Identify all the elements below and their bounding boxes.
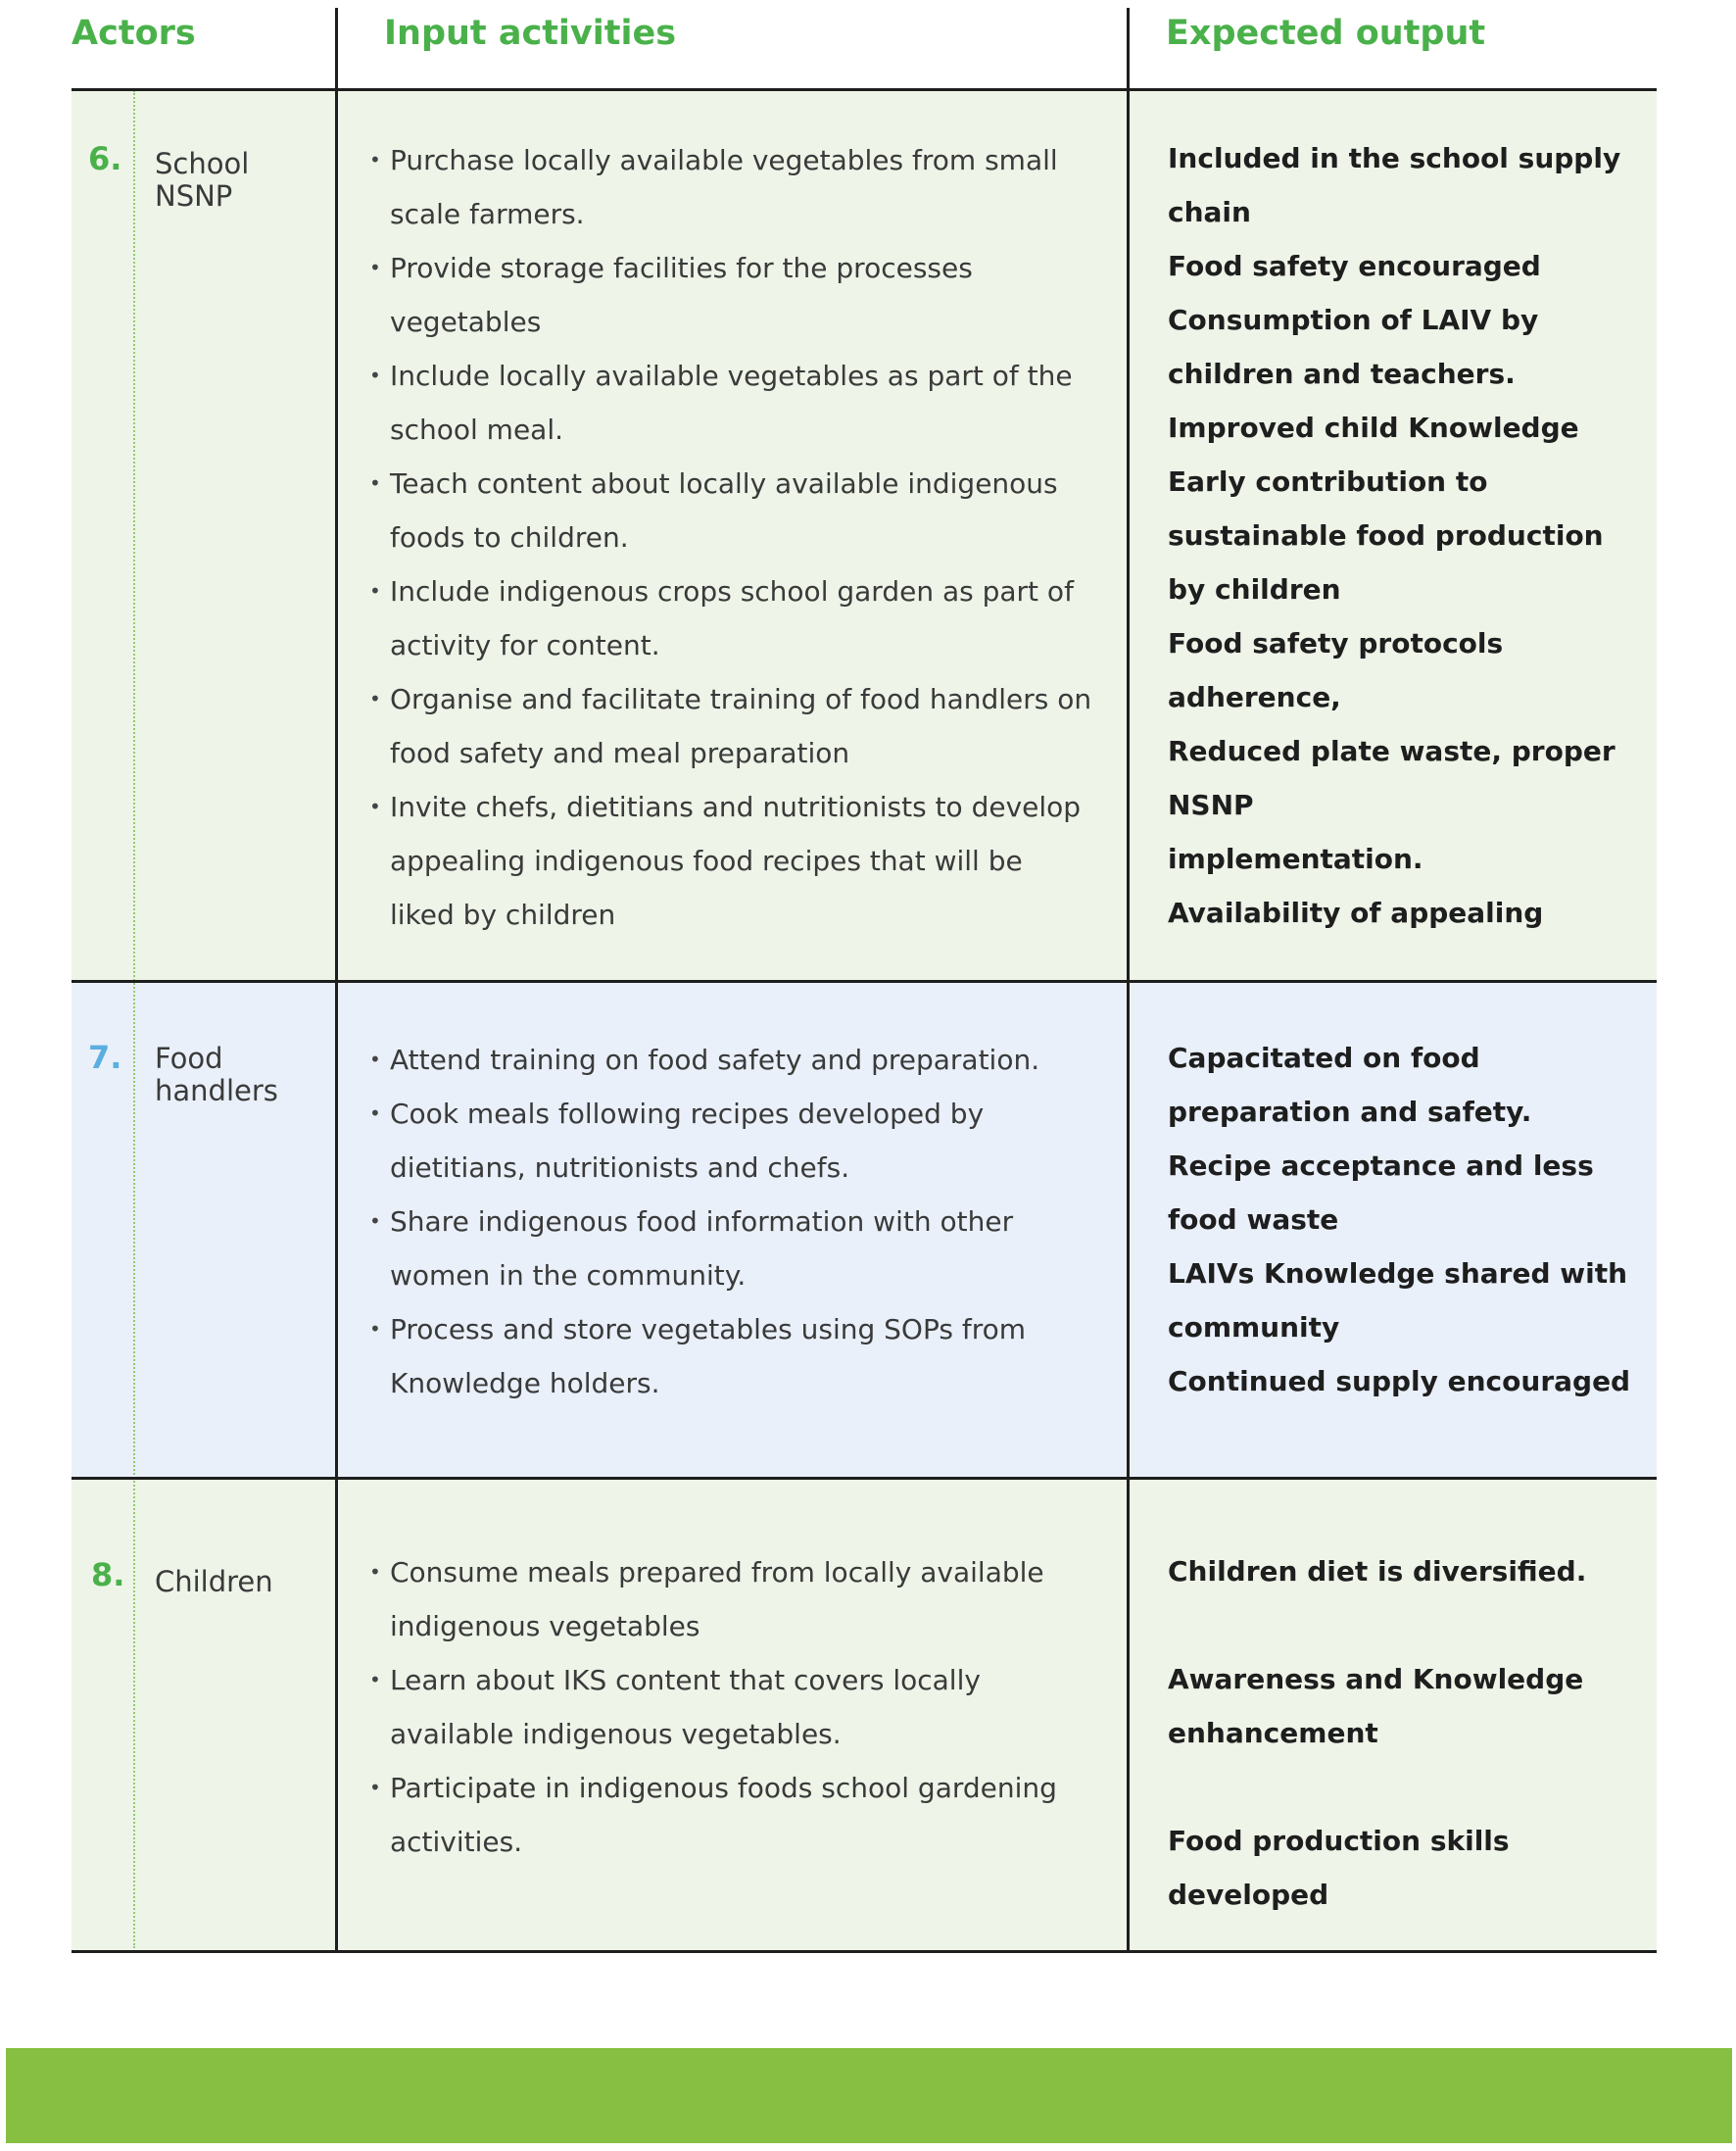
row-7-activities bbox=[367, 1033, 1092, 1410]
output-item: Food safety protocols adherence, bbox=[1168, 627, 1504, 713]
activity-item: • Share indigenous food information with other women in the community. bbox=[367, 1195, 1092, 1302]
output-item: Included in the school supply chain bbox=[1168, 142, 1621, 228]
row-8-number: 8. bbox=[91, 1556, 125, 1593]
activity-item: • Process and store vegetables using SOPs from Knowledge holders. bbox=[367, 1302, 1092, 1410]
output-item: Reduced plate waste, proper NSNP bbox=[1168, 735, 1615, 821]
activity-item: • Participate in indigenous foods school gardening activities. bbox=[367, 1761, 1092, 1869]
row-6-number: 6. bbox=[88, 140, 122, 177]
row-8-outputs bbox=[1168, 1544, 1648, 1976]
row-8-activities bbox=[367, 1545, 1092, 1869]
activity-item: • Provide storage facilities for the processes vegetables bbox=[367, 241, 1092, 349]
activity-item: • Invite chefs, dietitians and nutritionists to develop appealing indigenous food recipes that will be liked by children bbox=[367, 780, 1092, 942]
output-item: Consumption of LAIV by children and teachers. bbox=[1168, 304, 1539, 390]
row-7-rule bbox=[72, 1477, 1657, 1480]
output-item: Food production skills developed bbox=[1168, 1825, 1510, 1911]
row-6-actor bbox=[155, 148, 249, 213]
output-item: Recipe acceptance and less food waste bbox=[1168, 1149, 1594, 1236]
output-item: Improved child Knowledge bbox=[1168, 412, 1579, 444]
row-7-outputs bbox=[1168, 1031, 1648, 1408]
header-rule bbox=[72, 88, 1657, 91]
activity-item: • Organise and facilitate training of food handlers on food safety and meal preparation bbox=[367, 672, 1092, 780]
header-expected-output: Expected output bbox=[1166, 14, 1486, 53]
row-8-actor-line1: Children bbox=[155, 1565, 273, 1598]
activity-item: • Attend training on food safety and preparation. bbox=[367, 1033, 1092, 1087]
actor-dotted-guide bbox=[133, 90, 135, 1948]
activity-item: • Purchase locally available vegetables from small scale farmers. bbox=[367, 133, 1092, 241]
row-7-actor-line1: Food bbox=[155, 1042, 223, 1075]
activity-item: • Cook meals following recipes developed by dietitians, nutritionists and chefs. bbox=[367, 1087, 1092, 1195]
header-actors: Actors bbox=[72, 14, 196, 53]
output-item: Availability of appealing bbox=[1168, 897, 1544, 929]
activity-item: • Include locally available vegetables as part of the school meal. bbox=[367, 349, 1092, 457]
row-6-rule bbox=[72, 980, 1657, 983]
output-item: implementation. bbox=[1168, 843, 1423, 875]
row-6-actor-line2: NSNP bbox=[155, 179, 233, 213]
output-item: Capacitated on food preparation and safety. bbox=[1168, 1042, 1532, 1128]
header-input-activities: Input activities bbox=[384, 14, 677, 53]
activity-item: • Teach content about locally available indigenous foods to children. bbox=[367, 457, 1092, 564]
row-6-actor-line1: School bbox=[155, 147, 250, 180]
table-bottom-rule bbox=[72, 1950, 1657, 1953]
output-item: Awareness and Knowledge enhancement bbox=[1168, 1663, 1584, 1749]
row-6-outputs bbox=[1168, 131, 1648, 940]
output-item: Continued supply encouraged bbox=[1168, 1365, 1631, 1397]
output-item: Children diet is diversified. bbox=[1168, 1555, 1587, 1588]
activity-item: • Consume meals prepared from locally available indigenous vegetables bbox=[367, 1545, 1092, 1653]
footer-band bbox=[6, 2048, 1732, 2143]
row-6-activities bbox=[367, 133, 1092, 942]
row-7-number: 7. bbox=[88, 1039, 122, 1076]
row-8-actor bbox=[155, 1566, 273, 1598]
row-7-actor bbox=[155, 1043, 278, 1107]
output-item: Food safety encouraged bbox=[1168, 250, 1541, 282]
output-item: LAIVs Knowledge shared with community bbox=[1168, 1257, 1628, 1344]
row-7-actor-line2: handlers bbox=[155, 1074, 278, 1107]
activity-item: • Learn about IKS content that covers locally available indigenous vegetables. bbox=[367, 1653, 1092, 1761]
output-item: Early contribution to sustainable food production by children bbox=[1168, 465, 1604, 606]
activity-item: • Include indigenous crops school garden as part of activity for content. bbox=[367, 564, 1092, 672]
